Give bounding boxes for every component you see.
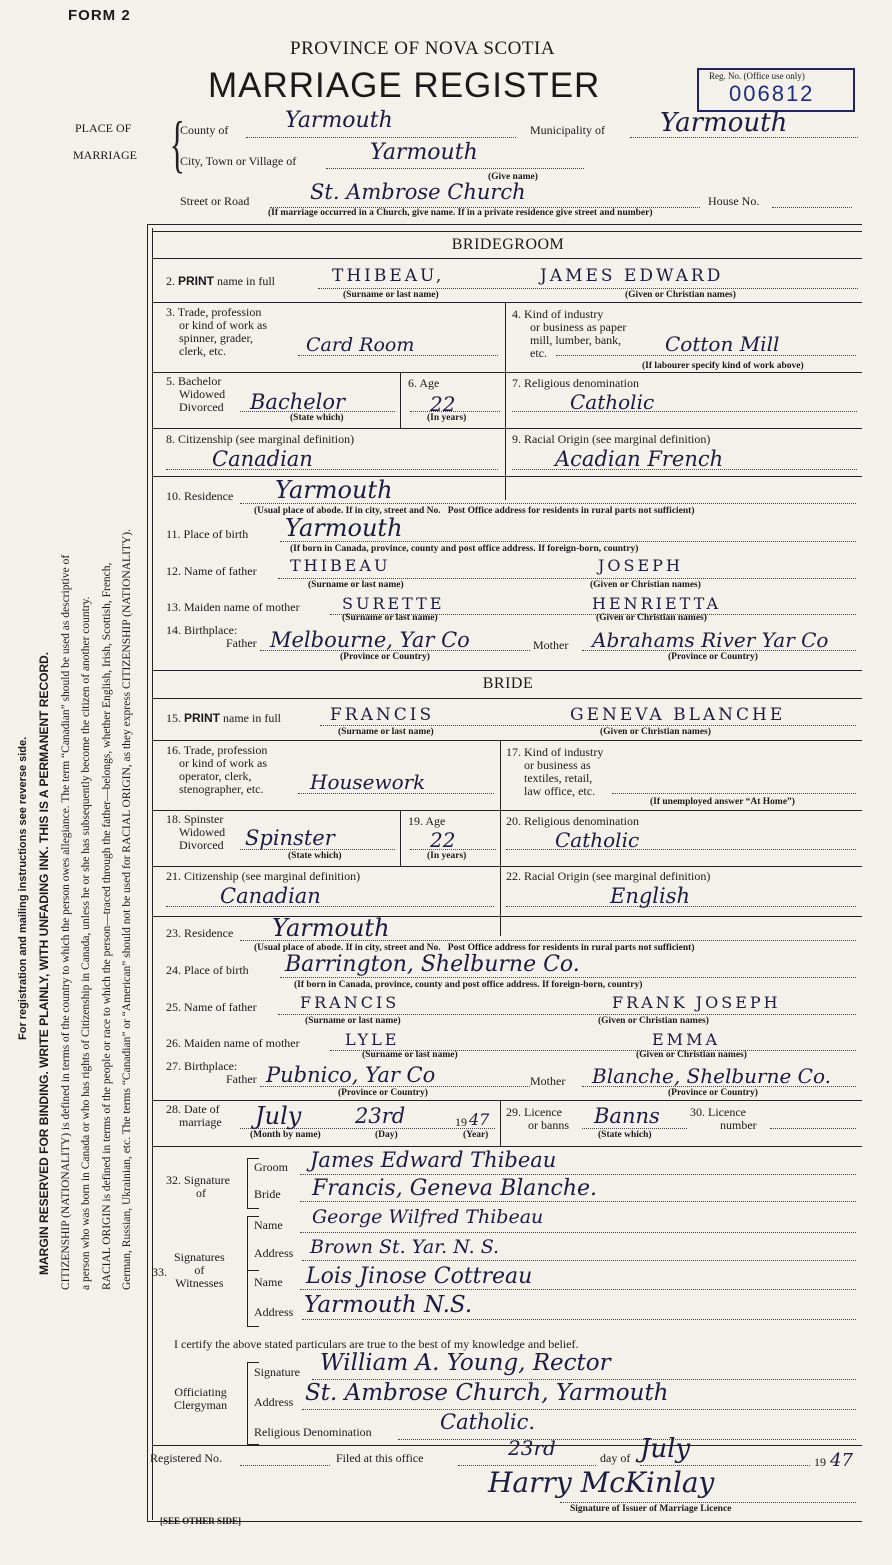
give-name-note: (Give name) [488, 172, 538, 182]
witness1-address-label: Address [254, 1246, 294, 1260]
groom-citizenship-label: 8. Citizenship (see marginal definition) [166, 432, 355, 446]
margin-instructions: For registration and mailing instructions see reverse side. [17, 736, 29, 1040]
groom-father-label: 12. Name of father [166, 564, 257, 578]
house-no-label: House No. [708, 194, 760, 208]
bride-residence: Yarmouth [272, 914, 390, 942]
groom-father-birthplace: Melbourne, Yar Co [270, 628, 470, 652]
groom-residence: Yarmouth [275, 476, 393, 504]
bride-given-names: GENEVA BLANCHE [570, 705, 786, 725]
bride-status: Spinster [245, 826, 335, 850]
groom-industry: Cotton Mill [665, 332, 780, 356]
marriage-month: July [255, 1102, 302, 1130]
bride-sig-label: Bride [254, 1187, 281, 1201]
marriage-year: 47 [469, 1110, 490, 1129]
groom-name-label: 2. PRINT name in full [166, 274, 275, 288]
place-label-2: MARRIAGE [73, 148, 138, 162]
bride-status-note: (State which) [288, 851, 342, 861]
city-value: Yarmouth [370, 140, 478, 165]
bride-birthplace-note: (If born in Canada, province, county and post office address. If foreign-born, country) [294, 980, 643, 990]
groom-mother-given-note: (Given or Christian names) [596, 613, 707, 623]
registered-no-label: Registered No. [150, 1451, 222, 1465]
bride-parents-birthplace-label: 27. Birthplace: Father [166, 1059, 257, 1086]
marriage-day-note: (Day) [375, 1130, 398, 1140]
witness2-address-label: Address [254, 1305, 294, 1319]
groom-signature: James Edward Thibeau [310, 1148, 557, 1172]
groom-residence-label: 10. Residence [166, 489, 234, 503]
bride-father-surname-note: (Surname or last name) [305, 1016, 401, 1026]
bride-father-prov-note: (Province or Country) [338, 1088, 428, 1098]
groom-status: Bachelor [250, 390, 346, 414]
reg-number-value: 006812 [729, 81, 815, 106]
clergyman-label: Officiating Clergyman [174, 1385, 228, 1412]
marriage-date-label: 28. Date of marriage [166, 1102, 222, 1129]
county-label: County of [180, 123, 229, 137]
bride-mother-birthplace-label: Mother [530, 1074, 566, 1088]
bride-father-given: FRANK JOSEPH [612, 993, 781, 1012]
bride-industry-label: 17. Kind of industry or business as textiles, retail, law office, etc. [506, 745, 604, 798]
bride-racial-origin: English [610, 884, 691, 908]
groom-industry-label: 4. Kind of industry or business as paper mill, lumber, bank, etc. [512, 307, 627, 360]
bride-residence-label: 23. Residence [166, 926, 234, 940]
groom-mother-birthplace: Abrahams River Yar Co [592, 628, 829, 652]
bridegroom-heading: BRIDEGROOM [451, 236, 565, 253]
marriage-year-prefix: 19 [455, 1115, 467, 1129]
groom-trade-label: 3. Trade, profession or kind of work as spinner, grader, clerk, etc. [166, 305, 267, 358]
bride-status-label: 18. Spinster Widowed Divorced [166, 812, 226, 852]
groom-given-note: (Given or Christian names) [625, 290, 736, 300]
groom-mother-prov-note: (Province or Country) [668, 652, 758, 662]
clergy-address: St. Ambrose Church, Yarmouth [305, 1380, 669, 1406]
bride-trade: Housework [310, 770, 426, 794]
groom-citizenship: Canadian [212, 447, 313, 471]
bride-father-label: 25. Name of father [166, 1000, 257, 1014]
bride-birthplace: Barrington, Shelburne Co. [285, 952, 580, 977]
margin-racial-def-2: German, Russian, Ukrainian, etc. The terms “Canadian” or “American” should not be used for RACIAL ORIGIN, as they express CITIZENSHIP (NATIONALITY). [121, 529, 133, 1290]
margin-citizenship-def-1: CITIZENSHIP (NATIONALITY) is defined in terms of the country to which the person owes allegiance. The term “Canadian” should be used as descriptive of [60, 554, 72, 1290]
groom-mother-surname: SURETTE [342, 594, 445, 613]
city-label: City, Town or Village of [180, 154, 297, 168]
bride-religion: Catholic [555, 828, 640, 852]
groom-racial-origin: Acadian French [555, 447, 724, 471]
filed-year: 47 [830, 1450, 853, 1471]
bride-citizenship-label: 21. Citizenship (see marginal definition) [166, 869, 361, 883]
groom-birthplace-label: 11. Place of birth [166, 527, 249, 541]
bride-mother-given-note: (Given or Christian names) [636, 1050, 747, 1060]
groom-status-label: 5. Bachelor Widowed Divorced [166, 374, 226, 414]
groom-status-note: (State which) [290, 413, 344, 423]
margin-racial-def-1: RACIAL ORIGIN is defined in terms of the people or race to which the person—traced through the father—belongs, whether English, Irish, Scottish, French, [101, 562, 113, 1290]
province-heading: PROVINCE OF NOVA SCOTIA [290, 38, 556, 59]
groom-industry-note: (If labourer specify kind of work above) [642, 361, 804, 371]
groom-trade: Card Room [306, 334, 415, 356]
margin-citizenship-def-2: a person who was born in Canada or who has rights of Citizenship in Canada, unless he or she has subsequently become the citizen of another country. [80, 596, 92, 1290]
witness1-name-label: Name [254, 1218, 283, 1232]
place-brace: { [169, 108, 186, 179]
bride-father-birthplace: Pubnico, Yar Co [266, 1063, 436, 1087]
marriage-year-note: (Year) [463, 1130, 489, 1140]
bride-age-label: 19. Age [408, 814, 446, 828]
reg-number-label: Reg. No. (Office use only) [709, 71, 805, 81]
bride-citizenship: Canadian [220, 884, 321, 908]
bride-surname: FRANCIS [330, 705, 435, 725]
groom-religion-label: 7. Religious denomination [512, 376, 639, 390]
licence-banns-note: (State which) [598, 1130, 652, 1140]
bride-industry-note: (If unemployed answer “At Home”) [650, 797, 795, 807]
place-label-1: PLACE OF [75, 121, 132, 135]
bride-mother-label: 26. Maiden name of mother [166, 1036, 300, 1050]
groom-age: 22 [430, 392, 456, 416]
street-value: St. Ambrose Church [310, 180, 526, 204]
marriage-month-note: (Month by name) [250, 1130, 321, 1140]
municipality-value: Yarmouth [660, 108, 788, 138]
clergy-address-label: Address [254, 1395, 294, 1409]
witness-number: 33. [152, 1265, 167, 1279]
filed-label: Filed at this office [336, 1451, 424, 1465]
street-label: Street or Road [180, 194, 250, 208]
filed-year-prefix: 19 [814, 1455, 826, 1469]
groom-residence-note: (Usual place of abode. If in city, street and No. Post Office address for residents in rural parts not sufficient) [254, 506, 695, 516]
issuer-signature-label: Signature of Issuer of Marriage Licence [570, 1504, 732, 1514]
groom-father-given-note: (Given or Christian names) [590, 580, 701, 590]
groom-mother-label: 13. Maiden name of mother [166, 600, 300, 614]
witness1-address: Brown St. Yar. N. S. [310, 1236, 500, 1258]
bride-mother-surname: LYLE [345, 1030, 400, 1049]
groom-given-names: JAMES EDWARD [540, 266, 724, 286]
bride-mother-birthplace: Blanche, Shelburne Co. [592, 1064, 832, 1088]
groom-mother-surname-note: (Surname or last name) [342, 613, 438, 623]
witness2-name-label: Name [254, 1275, 283, 1289]
signature-of-label: 32. Signature of [166, 1173, 230, 1200]
bride-trade-label: 16. Trade, profession or kind of work as operator, clerk, stenographer, etc. [166, 743, 268, 796]
groom-birthplace: Yarmouth [285, 514, 403, 542]
licence-number-label: 30. Licence number [690, 1105, 757, 1132]
witnesses-label: Signatures of Witnesses [174, 1250, 225, 1290]
bride-mother-given: EMMA [652, 1030, 720, 1049]
clergy-denomination: Catholic. [440, 1410, 536, 1434]
bride-age-note: (In years) [427, 851, 467, 861]
reg-number-box [697, 68, 855, 112]
groom-surname-note: (Surname or last name) [343, 290, 439, 300]
certify-statement: I certify the above stated particulars are true to the best of my knowledge and belief. [174, 1337, 579, 1351]
witness2-address: Yarmouth N.S. [304, 1292, 473, 1318]
groom-racial-label: 9. Racial Origin (see marginal definition) [512, 432, 711, 446]
bride-mother-prov-note: (Province or Country) [668, 1088, 758, 1098]
filed-day: 23rd [508, 1436, 556, 1460]
witness1-name: George Wilfred Thibeau [312, 1206, 544, 1228]
clergy-signature-label: Signature [254, 1365, 300, 1379]
groom-father-given: JOSEPH [598, 556, 683, 575]
groom-religion: Catholic [570, 390, 655, 414]
groom-surname: THIBEAU, [332, 266, 445, 286]
groom-father-surname-note: (Surname or last name) [308, 580, 404, 590]
groom-birthplace-note: (If born in Canada, province, county and post office address. If foreign-born, country) [290, 544, 639, 554]
groom-parents-birthplace-label: 14. Birthplace: Father [166, 623, 257, 650]
bride-name-label: 15. PRINT name in full [166, 711, 281, 725]
county-value: Yarmouth [285, 108, 393, 133]
clergy-signature: William A. Young, Rector [320, 1350, 611, 1376]
bride-signature: Francis, Geneva Blanche. [312, 1176, 598, 1201]
bride-heading: BRIDE [482, 675, 534, 692]
issuer-signature: Harry McKinlay [488, 1466, 715, 1499]
bride-father-given-note: (Given or Christian names) [598, 1016, 709, 1026]
see-other-side: [SEE OTHER SIDE] [160, 1516, 242, 1526]
groom-mother-given: HENRIETTA [592, 594, 721, 613]
municipality-label: Municipality of [530, 123, 605, 137]
day-of-label: day of [600, 1451, 631, 1465]
bride-surname-note: (Surname or last name) [338, 727, 434, 737]
groom-father-surname: THIBEAU [290, 556, 391, 575]
licence-banns-label: 29. Licence or banns [506, 1105, 569, 1132]
groom-sig-label: Groom [254, 1160, 288, 1174]
groom-age-note: (In years) [427, 413, 467, 423]
bride-birthplace-label: 24. Place of birth [166, 963, 249, 977]
bride-residence-note: (Usual place of abode. If in city, street and No. Post Office address for residents in rural parts not sufficient) [254, 943, 695, 953]
form-number: FORM 2 [68, 7, 131, 24]
clergy-denomination-label: Religious Denomination [254, 1425, 372, 1439]
page-title: MARRIAGE REGISTER [208, 66, 601, 105]
street-note: (If marriage occurred in a Church, give name. If in a private residence give street and number) [268, 208, 653, 218]
groom-father-prov-note: (Province or Country) [340, 652, 430, 662]
licence-banns-value: Banns [594, 1104, 660, 1128]
filed-month: July [640, 1434, 691, 1464]
groom-mother-birthplace-label: Mother [533, 638, 569, 652]
bride-religion-label: 20. Religious denomination [506, 814, 639, 828]
margin-binding-notice: MARGIN RESERVED FOR BINDING. WRITE PLAINLY, WITH UNFADING INK. THIS IS A PERMANENT RECORD. [37, 651, 51, 1275]
groom-age-label: 6. Age [408, 376, 440, 390]
witness2-name: Lois Jinose Cottreau [306, 1264, 533, 1289]
bride-age: 22 [430, 828, 456, 852]
bride-racial-label: 22. Racial Origin (see marginal definition) [506, 869, 711, 883]
bride-father-surname: FRANCIS [300, 993, 400, 1012]
bride-mother-surname-note: (Surname or last name) [362, 1050, 458, 1060]
bride-given-note: (Given or Christian names) [600, 727, 711, 737]
marriage-day: 23rd [355, 1104, 406, 1128]
